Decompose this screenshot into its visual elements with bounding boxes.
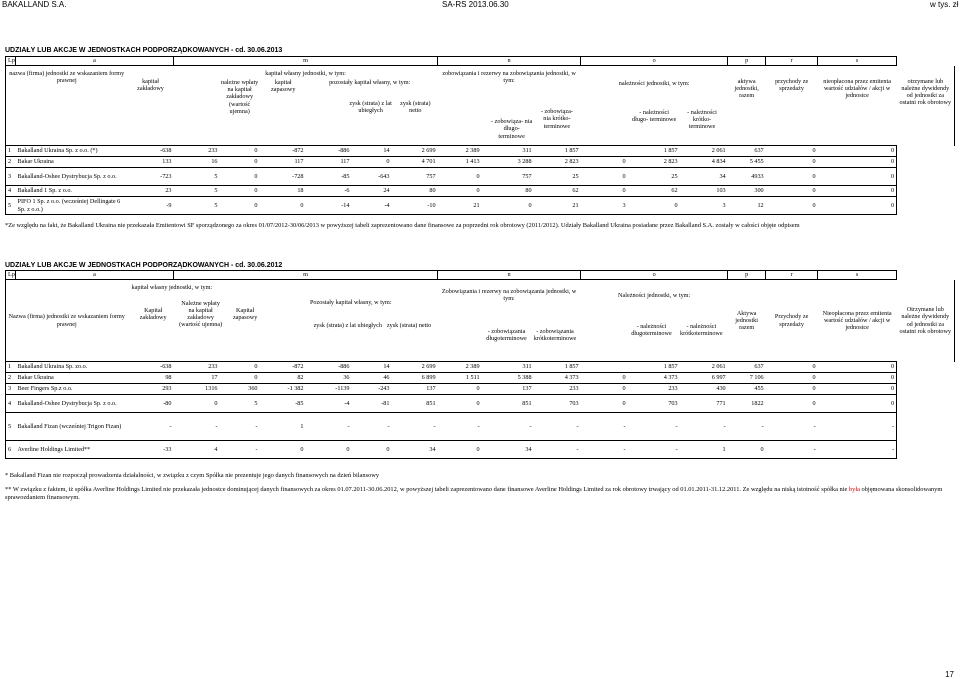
note-2-text-b: objęmowana skonsolidowanym sprawozdaniem finansowym. xyxy=(5,486,943,502)
table-cell: 0 xyxy=(628,197,680,215)
table-cell: 233 xyxy=(174,146,220,157)
unpaid-header: Należne wpłaty na kapitał zakładowy (wartość ujemna) xyxy=(179,300,223,329)
recv-short-header: - należności krótko- terminowe xyxy=(687,109,717,131)
table-cell: 300 xyxy=(728,186,766,197)
table-cell: 0 xyxy=(766,384,818,395)
table-row xyxy=(6,146,955,157)
table-cell: 0 xyxy=(438,395,482,413)
table-cell: 0 xyxy=(220,157,260,168)
table-cell: 34 xyxy=(482,441,534,459)
table-row xyxy=(6,186,955,197)
table-cell: 0 xyxy=(220,197,260,215)
row-number: 1 xyxy=(6,362,16,373)
row-number: 1 xyxy=(6,146,16,157)
table-cell: 5 xyxy=(174,186,220,197)
table-cell: 62 xyxy=(534,186,581,197)
unit-label: w tys. zł xyxy=(930,0,959,9)
table-cell: 3 xyxy=(581,197,628,215)
entity-name: Bakalland Fizan (wcześniej Trigon Fizan) xyxy=(16,413,128,441)
table-cell: 233 xyxy=(628,384,680,395)
table-cell: 0 xyxy=(581,168,628,186)
page-number: 17 xyxy=(945,670,954,679)
table-row xyxy=(6,384,955,395)
table-cell: 5 388 xyxy=(482,373,534,384)
table-cell: - xyxy=(438,413,482,441)
table-cell: 2 699 xyxy=(392,362,438,373)
table-cell: 0 xyxy=(438,186,482,197)
table-cell: 233 xyxy=(534,384,581,395)
table-cell: 1 857 xyxy=(628,146,680,157)
table-cell: 6 997 xyxy=(680,373,728,384)
table-cell: 46 xyxy=(352,373,392,384)
table-cell: - xyxy=(482,413,534,441)
table-cell: 133 xyxy=(128,157,174,168)
table-cell: 5 xyxy=(174,168,220,186)
table1-column-letters xyxy=(6,57,955,66)
table-cell: 1822 xyxy=(728,395,766,413)
table-cell: -80 xyxy=(128,395,174,413)
table-cell: -33 xyxy=(128,441,174,459)
table-cell: 0 xyxy=(260,197,306,215)
table-cell: 1 xyxy=(680,441,728,459)
name-header: Nazwa (firma) jednostki ze wskazaniem formy prawnej xyxy=(6,280,128,362)
table-cell: 851 xyxy=(392,395,438,413)
table-cell: 21 xyxy=(438,197,482,215)
table-cell: - xyxy=(766,441,818,459)
col-letter: Lp. xyxy=(6,57,16,66)
table-cell: - xyxy=(628,413,680,441)
table-cell: 430 xyxy=(680,384,728,395)
table-cell: 5 455 xyxy=(728,157,766,168)
table-cell: 0 xyxy=(220,186,260,197)
table-cell: 0 xyxy=(438,441,482,459)
table-cell: 80 xyxy=(392,186,438,197)
cap-reserve-header: Kapitał zapasowy xyxy=(232,307,258,322)
table-cell: 1 xyxy=(260,413,306,441)
table-row xyxy=(6,168,955,186)
liab-header: Zobowiązania i rezerwy na zobowiązania jednostki, w tym: xyxy=(441,288,577,303)
table-row xyxy=(6,413,955,441)
table-cell: 0 xyxy=(818,395,897,413)
table-cell: -85 xyxy=(306,168,352,186)
liab-long-header: - zobowiązania długoterminowe xyxy=(486,328,527,343)
other-equity-header: pozostały kapitał własny, w tym: xyxy=(329,79,411,87)
table-cell: - xyxy=(581,413,628,441)
table-cell: -872 xyxy=(260,362,306,373)
liab-header: zobowiązania i rezerwy na zobowiązania jednostki, w tym: xyxy=(442,70,576,85)
table2-title: UDZIAŁY LUB AKCJE W JEDNOSTKACH PODPORZĄDKOWANYCH - cd. 30.06.2012 xyxy=(5,262,283,269)
col-letter: r xyxy=(766,57,818,66)
cap-base-header: kapitał zakładowy xyxy=(137,78,164,93)
table-cell: 0 xyxy=(766,168,818,186)
recv-short-header: - należności krótkoterminowe xyxy=(680,323,723,338)
col-letter: s xyxy=(818,271,897,280)
table-cell: -85 xyxy=(260,395,306,413)
col-letter: m xyxy=(174,57,438,66)
entity-name: Bakar Ukraina xyxy=(16,157,128,168)
table-cell: 2 389 xyxy=(438,362,482,373)
table-cell: 0 xyxy=(581,395,628,413)
table-cell: 0 xyxy=(766,146,818,157)
table-cell: 0 xyxy=(352,441,392,459)
table-cell: 0 xyxy=(174,395,220,413)
table-cell: 0 xyxy=(581,384,628,395)
table2 xyxy=(5,270,955,459)
table-cell: 0 xyxy=(818,384,897,395)
table-cell: - xyxy=(220,413,260,441)
report-header xyxy=(0,0,960,12)
table-cell: 0 xyxy=(482,197,534,215)
table-cell: -638 xyxy=(128,146,174,157)
table1-note: *Ze względu na fakt, że Bakalland Ukraina nie przekazała Emitentowi SF sporządzonego za okres 01/07/2012-30/06/2013 w powyższej tabeli zaprezentowano dane finansowe za poprzedni rok obrotowy (2011/2012). Udziały Bakalland Ukraina posiadane przez Bakalland S.A. zostały w całości objęte odpisem xyxy=(5,222,800,229)
col-letter: Lp. xyxy=(6,271,16,280)
table-row xyxy=(6,395,955,413)
table-cell: -4 xyxy=(352,197,392,215)
table-cell: 2 061 xyxy=(680,146,728,157)
table-cell: 233 xyxy=(174,362,220,373)
row-number: 5 xyxy=(6,413,16,441)
table-cell: -1 382 xyxy=(260,384,306,395)
col-letter: a xyxy=(16,271,174,280)
table-cell: -643 xyxy=(352,168,392,186)
table-cell: 2 061 xyxy=(680,362,728,373)
table-cell: - xyxy=(628,441,680,459)
report-id: SA-RS 2013.06.30 xyxy=(442,0,509,9)
table-row xyxy=(6,441,955,459)
table-cell: -9 xyxy=(128,197,174,215)
table-cell: 137 xyxy=(392,384,438,395)
table-cell: -872 xyxy=(260,146,306,157)
table1-title: UDZIAŁY LUB AKCJE W JEDNOSTKACH PODPORZĄDKOWANYCH - cd. 30.06.2013 xyxy=(5,47,283,54)
table-cell: 0 xyxy=(581,373,628,384)
table-cell: 360 xyxy=(220,384,260,395)
net-header: zysk (strata) netto xyxy=(400,100,431,115)
row-number: 2 xyxy=(6,157,16,168)
row-number: 2 xyxy=(6,373,16,384)
table-cell: 0 xyxy=(818,197,897,215)
table-cell: 117 xyxy=(260,157,306,168)
table2-note-2 xyxy=(5,486,955,503)
table-cell: 98 xyxy=(128,373,174,384)
liab-long-header: - zobowiąza- nia długo- terminowe xyxy=(491,118,533,140)
table-cell: 0 xyxy=(766,197,818,215)
table-cell: 18 xyxy=(260,186,306,197)
table-cell: 14 xyxy=(352,146,392,157)
row-number: 4 xyxy=(6,395,16,413)
table-cell: 24 xyxy=(352,186,392,197)
liab-short-header: - zobowiązania krótkoterminowe xyxy=(533,328,577,343)
table-row xyxy=(6,362,955,373)
table-cell: 21 xyxy=(534,197,581,215)
table-cell: -886 xyxy=(306,146,352,157)
table-cell: 0 xyxy=(818,186,897,197)
table-cell: 17 xyxy=(174,373,220,384)
table-row xyxy=(6,197,955,215)
table-cell: -723 xyxy=(128,168,174,186)
table-cell: 62 xyxy=(628,186,680,197)
table-cell: 757 xyxy=(482,168,534,186)
table-cell: 137 xyxy=(482,384,534,395)
table-cell: 0 xyxy=(220,168,260,186)
table-cell: 3 288 xyxy=(482,157,534,168)
recv-long-header: - należności długoterminowe xyxy=(631,323,672,338)
entity-name: Bakalland Ukraina Sp. zo.o. xyxy=(16,362,128,373)
table-cell: -81 xyxy=(352,395,392,413)
table-cell: -728 xyxy=(260,168,306,186)
table-cell: - xyxy=(766,413,818,441)
table-cell: - xyxy=(220,441,260,459)
table-cell: 23 xyxy=(128,186,174,197)
table-cell: 0 xyxy=(581,157,628,168)
table-cell: 0 xyxy=(438,168,482,186)
table-cell: 0 xyxy=(766,373,818,384)
table-cell: - xyxy=(174,413,220,441)
assets-header: aktywa jednostki, razem xyxy=(734,78,759,100)
table-cell: 16 xyxy=(174,157,220,168)
name-header: nazwa (firma) jednostki ze wskazaniem formy prawnej xyxy=(9,70,125,85)
table-cell: 757 xyxy=(392,168,438,186)
unpaid-issuer-header: nieopłacona przez emitenta wartość udziałów / akcji w jednostce xyxy=(823,78,891,100)
table1-header-row xyxy=(6,66,955,146)
table-cell: 0 xyxy=(818,373,897,384)
table-cell: 0 xyxy=(766,395,818,413)
table-cell: - xyxy=(128,413,174,441)
table-cell: -6 xyxy=(306,186,352,197)
table-cell: 1 857 xyxy=(628,362,680,373)
dividends-header: otrzymane lub należne dywidendy od jednostki za ostatni rok obrotowy xyxy=(897,66,955,146)
col-letter: r xyxy=(766,271,818,280)
entity-name: Beer Fingers Sp.z o.o. xyxy=(16,384,128,395)
table-cell: - xyxy=(818,441,897,459)
table-cell: 0 xyxy=(581,186,628,197)
cap-base-header: Kapitał zakładowy xyxy=(139,307,167,322)
entity-name: Bakalland 1 Sp. z o.o. xyxy=(16,186,128,197)
entity-name: Averline Holdings Limited** xyxy=(16,441,128,459)
table-cell: 703 xyxy=(628,395,680,413)
table-cell: 34 xyxy=(680,168,728,186)
table-cell: 25 xyxy=(534,168,581,186)
other-equity-header: Pozostały kapitał własny, w tym: xyxy=(309,299,392,307)
table-cell: 36 xyxy=(306,373,352,384)
table-cell: - xyxy=(680,413,728,441)
net-header: zysk (strata) netto xyxy=(386,322,432,330)
table-cell: 0 xyxy=(728,441,766,459)
col-letter: o xyxy=(581,271,728,280)
table-cell: -243 xyxy=(352,384,392,395)
table-cell: -638 xyxy=(128,362,174,373)
table-cell: 0 xyxy=(220,373,260,384)
col-letter: n xyxy=(438,57,581,66)
table-cell: 0 xyxy=(220,362,260,373)
table-cell: 6 899 xyxy=(392,373,438,384)
table-cell: 117 xyxy=(306,157,352,168)
table-cell: 2 389 xyxy=(438,146,482,157)
table-cell: 103 xyxy=(680,186,728,197)
note-2-highlight: była xyxy=(848,486,860,493)
table-cell: 5 xyxy=(174,197,220,215)
table-cell: 0 xyxy=(306,441,352,459)
col-letter: s xyxy=(818,57,897,66)
assets-header: Aktywa jednostki razem xyxy=(735,309,758,332)
table-cell: 0 xyxy=(438,384,482,395)
table-cell: 1 857 xyxy=(534,362,581,373)
table-cell: 12 xyxy=(728,197,766,215)
table-cell: 0 xyxy=(818,157,897,168)
table1 xyxy=(5,56,955,215)
revenue-header: Przychody ze sprzedaży xyxy=(774,313,809,328)
table-cell: 2 823 xyxy=(628,157,680,168)
table-cell: 455 xyxy=(728,384,766,395)
table-cell: 34 xyxy=(392,441,438,459)
table-cell: 1 511 xyxy=(438,373,482,384)
table-cell: 80 xyxy=(482,186,534,197)
table-row xyxy=(6,157,955,168)
recv-long-header: - należności długo- terminowe xyxy=(632,109,677,124)
dividends-header: Otrzymane lub należne dywidendy od jednostki za ostatni rok obrotowy xyxy=(897,280,955,362)
entity-name: Bakalland Ukraina Sp. z o.o. (*) xyxy=(16,146,128,157)
table-cell: 0 xyxy=(818,146,897,157)
table-cell: 25 xyxy=(628,168,680,186)
col-letter: p xyxy=(728,57,766,66)
table-cell: -4 xyxy=(306,395,352,413)
table2-note-1: * Bakalland Fizan nie rozpoczął prowadzenia działalności, w związku z czym Spółka nie prezentuje jego danych finansowych na dzień bilansowy xyxy=(5,472,380,479)
table-cell: - xyxy=(534,441,581,459)
table-cell: 3 xyxy=(680,197,728,215)
table-cell: 0 xyxy=(352,157,392,168)
table-cell xyxy=(581,146,628,157)
table-cell: 4 373 xyxy=(534,373,581,384)
table-cell: 293 xyxy=(128,384,174,395)
table-cell: 2 823 xyxy=(534,157,581,168)
entity-name: Bakalland-Oshee Dystrybucja Sp. z o.o. xyxy=(16,168,128,186)
table-cell: 5 xyxy=(220,395,260,413)
col-letter: o xyxy=(581,57,728,66)
table-cell: 0 xyxy=(766,186,818,197)
prev-years-header: zysk (strata) z lat ubiegłych xyxy=(349,100,392,115)
table-cell: - xyxy=(581,441,628,459)
table-cell: 4933 xyxy=(728,168,766,186)
table-cell: 1316 xyxy=(174,384,220,395)
row-number: 3 xyxy=(6,384,16,395)
table-cell: - xyxy=(818,413,897,441)
table-cell: 637 xyxy=(728,362,766,373)
table-cell: 703 xyxy=(534,395,581,413)
table2-column-letters xyxy=(6,271,955,280)
table-cell: 637 xyxy=(728,146,766,157)
table-cell: 4 xyxy=(174,441,220,459)
equity-header: kapitał własny jednostki, w tym: xyxy=(131,284,213,291)
table2-body xyxy=(6,362,955,459)
liab-short-header: - zobowiąza- nia krótko- terminowe xyxy=(540,108,573,130)
table-cell: 14 xyxy=(352,362,392,373)
col-letter: m xyxy=(174,271,438,280)
table-cell: 7 106 xyxy=(728,373,766,384)
prev-years-header: zysk (strata) z lat ubiegłych xyxy=(313,322,382,330)
table-cell: 0 xyxy=(260,441,306,459)
recv-header: należności jednostki, w tym: xyxy=(618,80,690,87)
company-name: BAKALLAND S.A. xyxy=(2,0,67,9)
table-cell: -1139 xyxy=(306,384,352,395)
table-cell: 0 xyxy=(766,157,818,168)
table-cell: 0 xyxy=(220,146,260,157)
table-cell: 4 373 xyxy=(628,373,680,384)
entity-name: PIFO 1 Sp. z o.o. (wcześniej Dellingate 6 Sp. z o.o.) xyxy=(16,197,128,215)
table-cell: - xyxy=(728,413,766,441)
table-cell: 4 834 xyxy=(680,157,728,168)
table-cell: 1 413 xyxy=(438,157,482,168)
unpaid-header: należne wpłaty na kapitał zakładowy (wartość ujemna) xyxy=(221,79,259,115)
table-cell: - xyxy=(352,413,392,441)
table-cell: 82 xyxy=(260,373,306,384)
table-cell: - xyxy=(306,413,352,441)
table1-body xyxy=(6,146,955,215)
col-letter: n xyxy=(438,271,581,280)
table-cell: 4 701 xyxy=(392,157,438,168)
row-number: 3 xyxy=(6,168,16,186)
table-cell: - xyxy=(534,413,581,441)
table-cell: -10 xyxy=(392,197,438,215)
row-number: 6 xyxy=(6,441,16,459)
table-cell: 311 xyxy=(482,362,534,373)
revenue-header: przychody ze sprzedaży xyxy=(775,78,809,93)
entity-name: Bakar Ukraina xyxy=(16,373,128,384)
col-letter: a xyxy=(16,57,174,66)
entity-name: Bakalland-Oshee Dystrybucja Sp. z o.o. xyxy=(16,395,128,413)
table-cell: -886 xyxy=(306,362,352,373)
table-cell: -14 xyxy=(306,197,352,215)
table-cell: 2 699 xyxy=(392,146,438,157)
table-cell xyxy=(581,362,628,373)
table-cell: 1 857 xyxy=(534,146,581,157)
col-letter: p xyxy=(728,271,766,280)
table-cell: 0 xyxy=(818,168,897,186)
table-cell: 0 xyxy=(818,362,897,373)
table-cell: 771 xyxy=(680,395,728,413)
equity-header: kapitał własny jednostki, w tym: xyxy=(265,70,346,77)
table-cell: 311 xyxy=(482,146,534,157)
table-cell: 0 xyxy=(766,362,818,373)
recv-header: Należności jednostki, w tym: xyxy=(618,292,691,299)
table-cell: 851 xyxy=(482,395,534,413)
unpaid-issuer-header: Nieopłacona przez emitenta wartość udziałów / akcji w jednostce xyxy=(822,309,892,332)
table-cell: - xyxy=(392,413,438,441)
row-number: 5 xyxy=(6,197,16,215)
row-number: 4 xyxy=(6,186,16,197)
table-row xyxy=(6,373,955,384)
cap-reserve-header: kapitał zapasowy xyxy=(271,79,296,94)
table2-header-row xyxy=(6,280,955,362)
note-2-text-a: ** W związku z faktem, iż spółka Averline Holdings Limited nie przekazała jednostce dominującej danych finansowych za okres 01.07.2011-30.06.2012, w powyższej tabeli zaprezentowano dane finansowe Averline Holdings Limited za rok obrotowy trwający od 01.01.2011-31.12.2011. Ze względu na niską istotność spółka nie xyxy=(5,486,849,493)
